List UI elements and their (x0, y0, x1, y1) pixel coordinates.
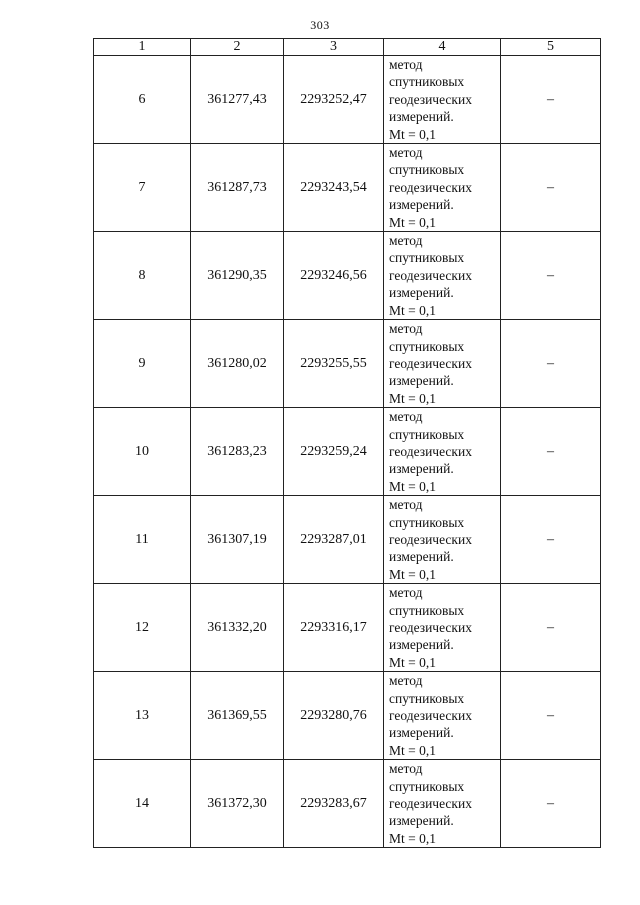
point-number-cell: 12 (94, 584, 191, 672)
method-line: метод (389, 761, 423, 777)
method-line: геодезических (389, 620, 472, 635)
note-cell: – (501, 232, 601, 320)
y-coordinate-cell: 2293246,56 (284, 232, 384, 320)
method-cell (384, 320, 501, 408)
point-number-cell: 10 (94, 408, 191, 496)
table-row (94, 496, 601, 584)
method-cell (384, 760, 501, 848)
method-cell (384, 56, 501, 144)
y-coordinate-cell: 2293283,67 (284, 760, 384, 848)
method-line: измерений. (389, 197, 454, 213)
method-line: метод (389, 409, 423, 425)
note-cell: – (501, 144, 601, 232)
point-number-cell: 8 (94, 232, 191, 320)
point-number-cell: 13 (94, 672, 191, 760)
method-line: Mt = 0,1 (389, 390, 436, 406)
method-line: Mt = 0,1 (389, 654, 436, 670)
table-row (94, 672, 601, 760)
method-line: геодезических (389, 708, 472, 724)
header-cell-5: 5 (501, 39, 601, 56)
x-coordinate-cell: 361332,20 (191, 584, 284, 672)
method-line: геодезических (389, 179, 472, 195)
method-line: метод (389, 585, 423, 601)
method-line: метод (389, 57, 423, 72)
method-line: измерений. (389, 373, 454, 389)
note-cell: – (501, 56, 601, 144)
method-line: геодезических (389, 443, 472, 459)
x-coordinate-cell: 361287,73 (191, 144, 284, 232)
note-cell: – (501, 408, 601, 496)
method-line: геодезических (389, 355, 472, 371)
header-cell-2: 2 (191, 39, 284, 56)
method-line: геодезических (389, 796, 472, 812)
method-line: Mt = 0,1 (389, 566, 436, 582)
x-coordinate-cell: 361280,02 (191, 320, 284, 408)
method-cell (384, 496, 501, 584)
coordinates-table (93, 38, 601, 848)
method-line: измерений. (389, 285, 454, 301)
table-row (94, 144, 601, 232)
point-number-cell: 6 (94, 56, 191, 144)
header-cell-1: 1 (94, 39, 191, 56)
method-line: Mt = 0,1 (389, 830, 436, 846)
x-coordinate-cell: 361307,19 (191, 496, 284, 584)
method-cell (384, 672, 501, 760)
x-coordinate-cell: 361277,43 (191, 56, 284, 144)
method-line: метод (389, 673, 423, 689)
method-line: Mt = 0,1 (389, 126, 436, 142)
x-coordinate-cell: 361369,55 (191, 672, 284, 760)
method-line: спутниковых (389, 602, 465, 618)
table-row (94, 56, 601, 144)
x-coordinate-cell: 361372,30 (191, 760, 284, 848)
method-line: спутниковых (389, 162, 465, 178)
method-line: спутниковых (389, 74, 465, 90)
note-cell: – (501, 760, 601, 848)
header-row (94, 39, 601, 56)
method-line: измерений. (389, 813, 454, 829)
y-coordinate-cell: 2293259,24 (284, 408, 384, 496)
y-coordinate-cell: 2293316,17 (284, 584, 384, 672)
method-cell (384, 408, 501, 496)
method-line: Mt = 0,1 (389, 742, 436, 758)
method-line: Mt = 0,1 (389, 302, 436, 318)
point-number-cell: 9 (94, 320, 191, 408)
method-line: метод (389, 145, 423, 161)
method-cell (384, 232, 501, 320)
method-line: измерений. (389, 461, 454, 477)
method-line: Mt = 0,1 (389, 478, 436, 494)
table-row (94, 320, 601, 408)
y-coordinate-cell: 2293255,55 (284, 320, 384, 408)
method-cell (384, 144, 501, 232)
method-line: измерений. (389, 549, 454, 565)
x-coordinate-cell: 361283,23 (191, 408, 284, 496)
method-line: измерений. (389, 725, 454, 741)
method-line: спутниковых (389, 426, 465, 442)
header-cell-4: 4 (384, 39, 501, 56)
method-line: спутниковых (389, 690, 465, 706)
method-line: метод (389, 321, 423, 337)
note-cell: – (501, 672, 601, 760)
method-line: спутниковых (389, 338, 465, 354)
method-line: спутниковых (389, 514, 465, 530)
y-coordinate-cell: 2293243,54 (284, 144, 384, 232)
note-cell: – (501, 584, 601, 672)
x-coordinate-cell: 361290,35 (191, 232, 284, 320)
note-cell: – (501, 496, 601, 584)
method-line: геодезических (389, 531, 472, 547)
table-body (94, 39, 601, 848)
table-row (94, 584, 601, 672)
table-row (94, 232, 601, 320)
method-line: Mt = 0,1 (389, 214, 436, 230)
method-line: измерений. (389, 109, 454, 125)
table-row (94, 408, 601, 496)
point-number-cell: 7 (94, 144, 191, 232)
method-line: геодезических (389, 267, 472, 283)
method-line: геодезических (389, 91, 472, 107)
method-line: спутниковых (389, 250, 465, 266)
y-coordinate-cell: 2293280,76 (284, 672, 384, 760)
y-coordinate-cell: 2293287,01 (284, 496, 384, 584)
point-number-cell: 14 (94, 760, 191, 848)
method-line: метод (389, 233, 423, 249)
y-coordinate-cell: 2293252,47 (284, 56, 384, 144)
point-number-cell: 11 (94, 496, 191, 584)
method-line: измерений. (389, 637, 454, 653)
method-line: метод (389, 497, 423, 513)
note-cell: – (501, 320, 601, 408)
method-line: спутниковых (389, 778, 465, 794)
method-cell (384, 584, 501, 672)
header-cell-3: 3 (284, 39, 384, 56)
table-row (94, 760, 601, 848)
page-number: 303 (310, 18, 330, 32)
